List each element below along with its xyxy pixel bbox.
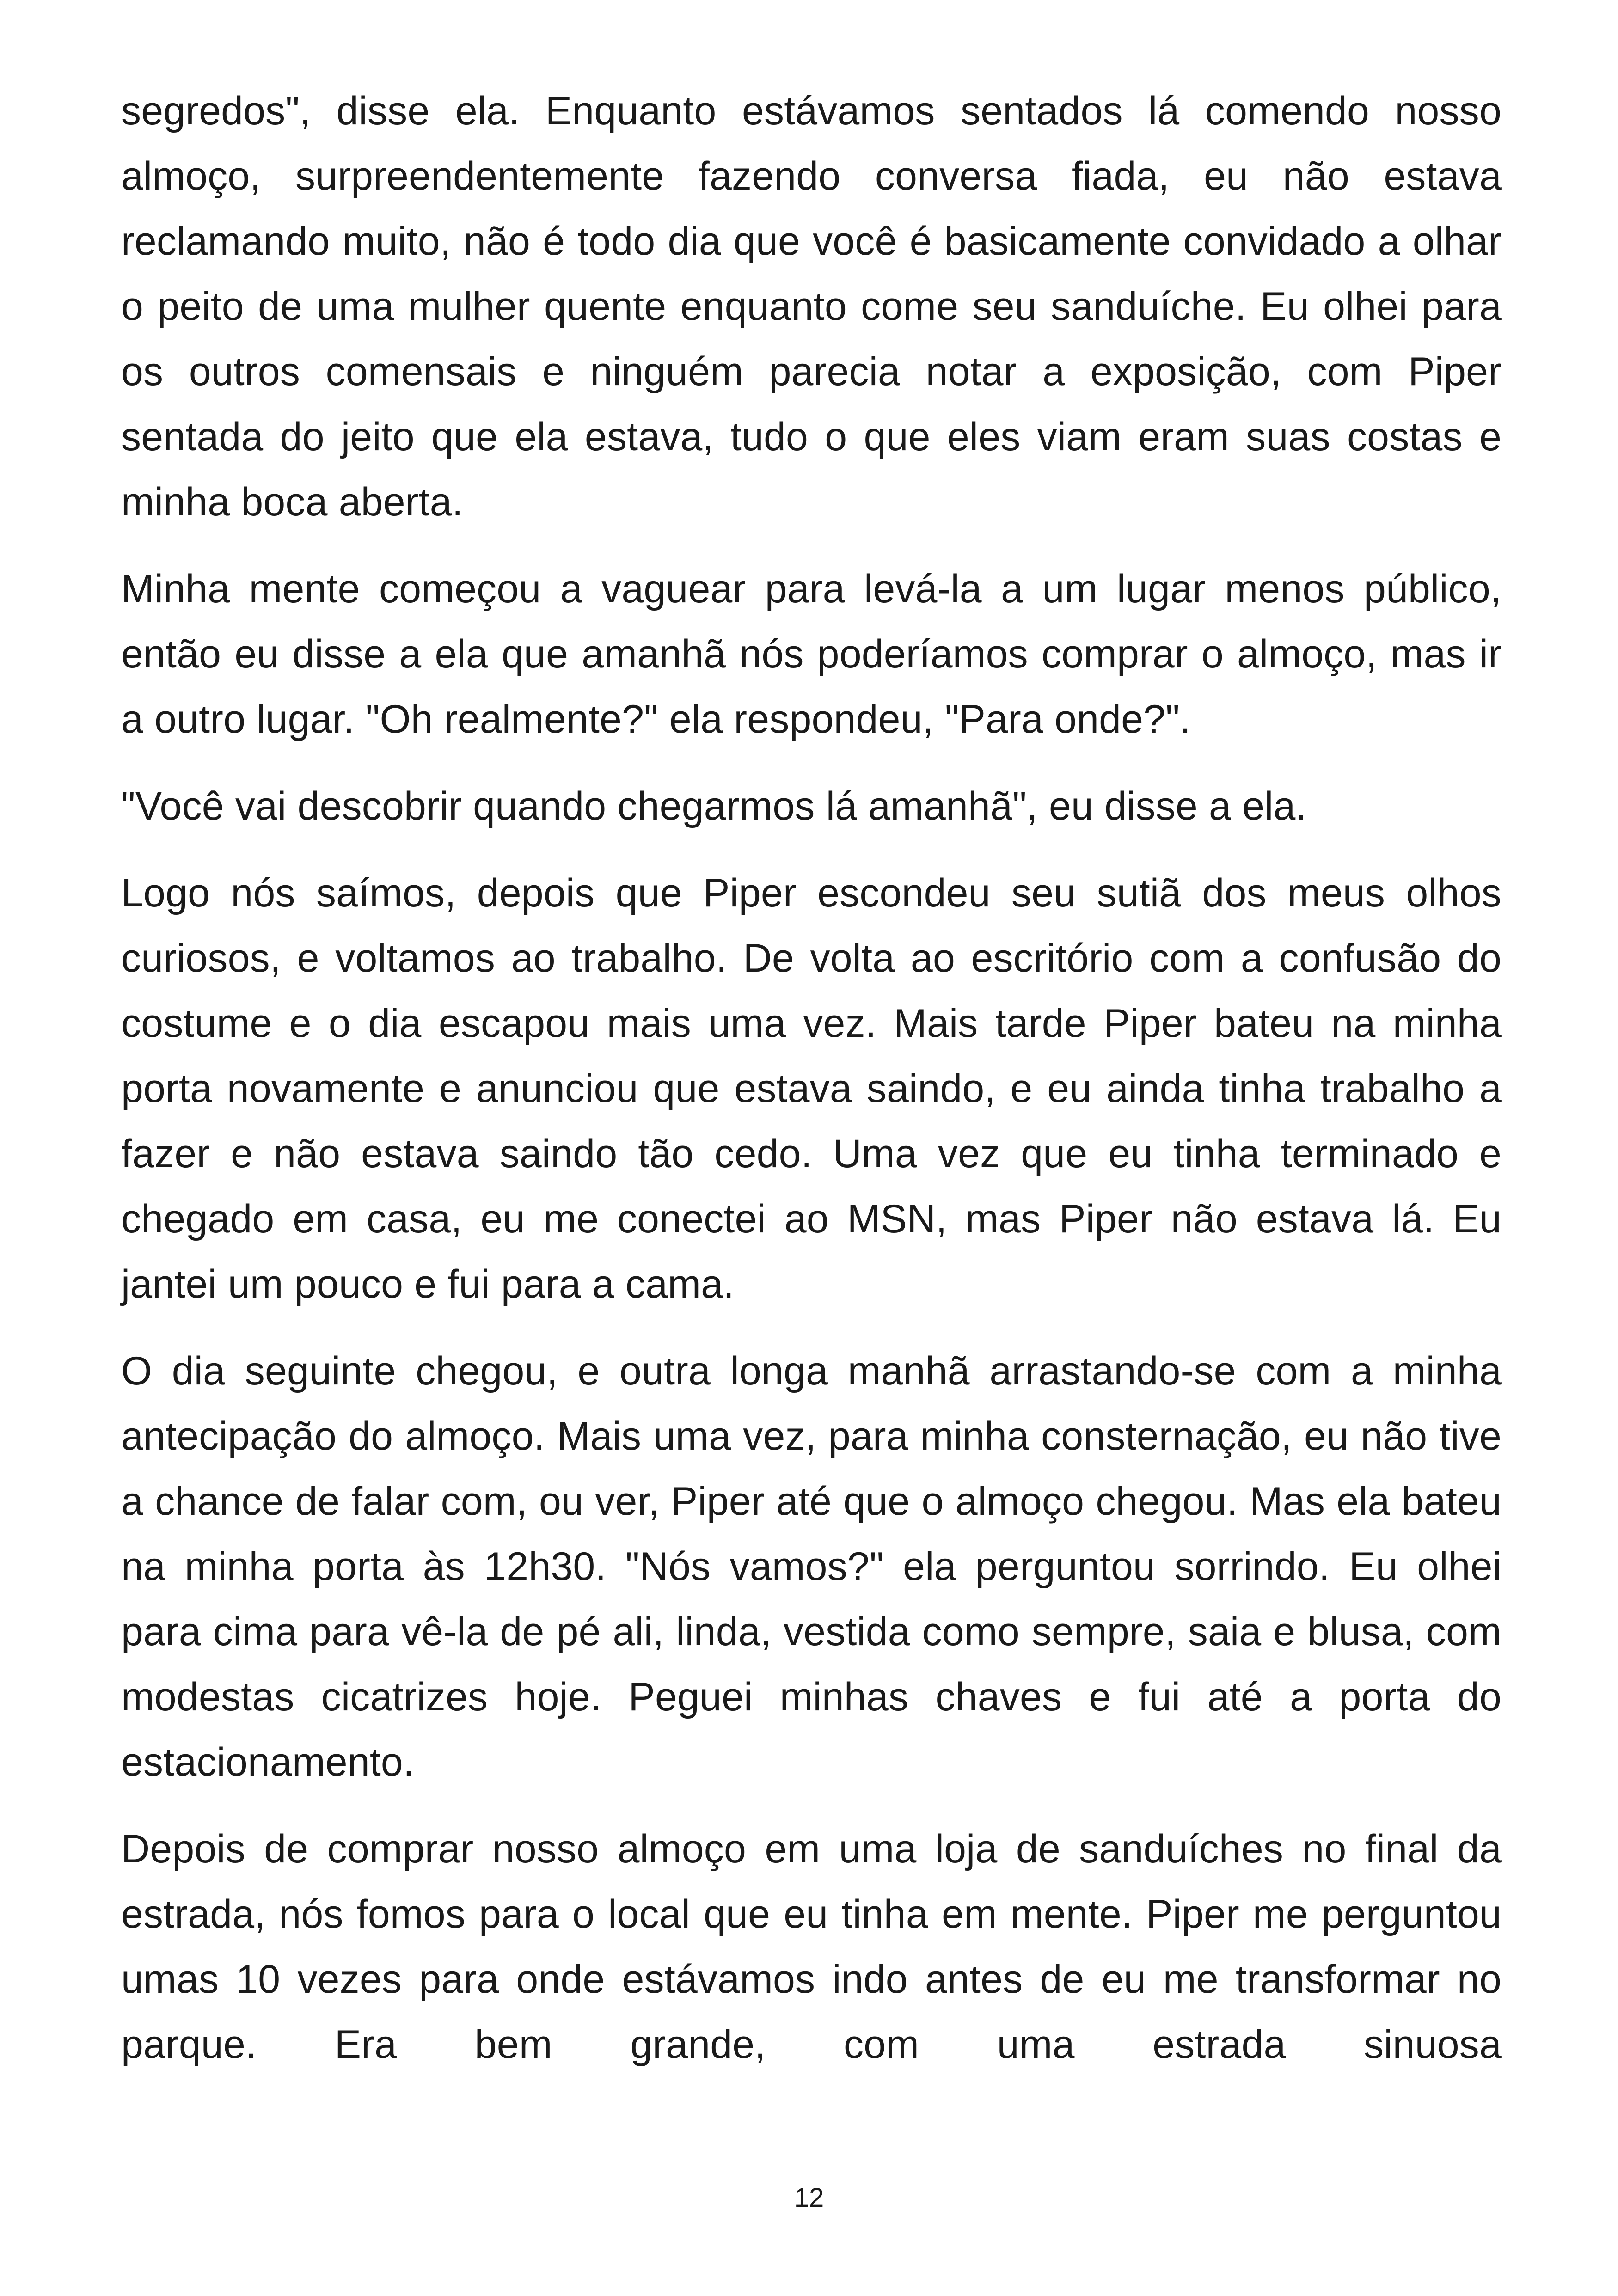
paragraph-6: Depois de comprar nosso almoço em uma loja de sanduíches no final da estrada, nós fomos para o local que eu tinha em mente. Piper me perguntou umas 10 vezes para onde estávamos indo antes de eu me transformar no parque. Era bem grande, com uma estrada sinuosa	[121, 1827, 1502, 2067]
paragraph-4: Logo nós saímos, depois que Piper escondeu seu sutiã dos meus olhos curiosos, e voltamos ao trabalho. De volta ao escritório com a confusão do costume e o dia escapou mais uma vez. Mais tarde Piper bateu na minha porta novamente e anunciou que estava saindo, e eu ainda tinha trabalho a fazer e não estava saindo tão cedo. Uma vez que eu tinha terminado e chegado em casa, eu me conectei ao MSN, mas Piper não estava lá. Eu jantei um pouco e fui para a cama.	[121, 871, 1502, 1306]
paragraph-3: "Você vai descobrir quando chegarmos lá amanhã", eu disse a ela.	[121, 784, 1307, 828]
paragraph-5: O dia seguinte chegou, e outra longa manhã arrastando-se com a minha antecipação do almoço. Mais uma vez, para minha consternação, eu não tive a chance de falar com, ou ver, Piper até que o almoço chegou. Mas ela bateu na minha porta às 12h30. "Nós vamos?" ela perguntou sorrindo. Eu olhei para cima para vê-la de pé ali, linda, vestida como sempre, saia e blusa, com modestas cicatrizes hoje. Peguei minhas chaves e fui até a porta do estacionamento.	[121, 1349, 1502, 1784]
page-number: 12	[794, 2183, 824, 2213]
paragraph-2: Minha mente começou a vaguear para levá-la a um lugar menos público, então eu disse a ela que amanhã nós poderíamos comprar o almoço, mas ir a outro lugar. "Oh realmente?" ela respondeu, "Para onde?".	[121, 567, 1502, 741]
paragraph-1: segredos", disse ela. Enquanto estávamos sentados lá comendo nosso almoço, surpreendentemente fazendo conversa fiada, eu não estava reclamando muito, não é todo dia que você é basicamente convidado a olhar o peito de uma mulher quente enquanto come seu sanduíche. Eu olhei para os outros comensais e ninguém parecia notar a exposição, com Piper sentada do jeito que ela estava, tudo o que eles viam eram suas costas e minha boca aberta.	[121, 89, 1502, 524]
page-body-text	[121, 79, 1502, 2099]
